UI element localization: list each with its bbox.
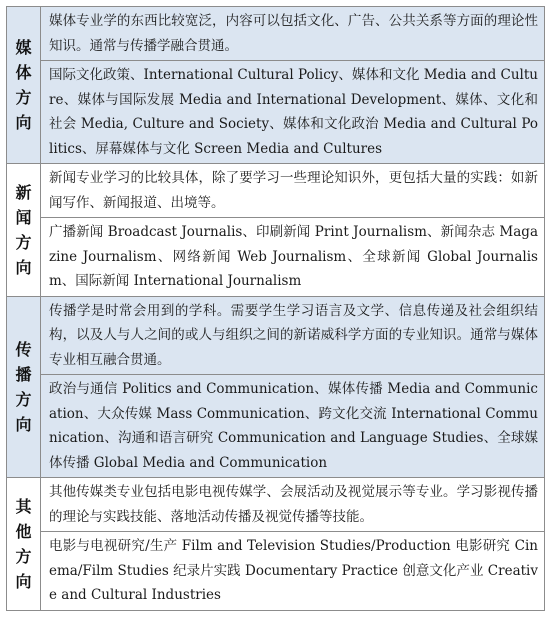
section-media-intro: 媒体专业学的东西比较宽泛，内容可以包括文化、广告、公共关系等方面的理论性知识。通常与传播学融合贯通。 xyxy=(41,7,545,61)
media-directions-table xyxy=(6,6,545,611)
section-other-intro: 其他传媒类专业包括电影电视传媒学、会展活动及视觉展示等专业。学习影视传播的理论与实践技能、落地活动传播及视觉传播等技能。 xyxy=(41,478,545,532)
label-char: 向 xyxy=(15,113,32,132)
section-media-programs: 国际文化政策、International Cultural Policy、媒体和文化 Media and Culture、媒体与国际发展 Media and International Development、媒体、文化和社会 Media, Culture and Society、媒体和文化政治 Media and Cultural Politics、屏幕媒体与文化 Screen Media and Cultures xyxy=(41,61,545,164)
label-char: 向 xyxy=(15,571,32,591)
section-journalism-programs-row xyxy=(7,218,545,297)
label-char: 体 xyxy=(15,63,32,82)
section-media-label xyxy=(7,7,41,164)
label-char: 方 xyxy=(15,389,32,409)
section-journalism-programs: 广播新闻 Broadcast Journalis、印刷新闻 Print Journalism、新闻杂志 Magazine Journalism、网络新闻 Web Journalism、全球新闻 Global Journalism、国际新闻 International Journalism xyxy=(41,218,545,297)
label-char: 方 xyxy=(15,88,32,107)
section-communication-programs-row xyxy=(7,375,545,478)
label-char: 其 xyxy=(15,496,32,516)
section-other-programs: 电影与电视研究/生产 Film and Television Studies/Production 电影研究 Cinema/Film Studies 纪录片实践 Documentary Practice 创意文化产业 Creative and Cultural Industries xyxy=(41,532,545,611)
label-char: 他 xyxy=(15,521,32,541)
label-char: 方 xyxy=(15,546,32,566)
section-communication-intro-row xyxy=(7,296,545,375)
section-other-programs-row xyxy=(7,532,545,611)
label-char: 媒 xyxy=(15,38,32,57)
section-other-label xyxy=(7,478,41,611)
label-char: 传 xyxy=(15,339,32,359)
section-journalism-intro: 新闻专业学习的比较具体，除了要学习一些理论知识外，更包括大量的实践：如新闻写作、新闻报道、出境等。 xyxy=(41,164,545,218)
section-journalism-label xyxy=(7,164,41,297)
label-char: 闻 xyxy=(15,207,32,227)
section-communication-label xyxy=(7,296,41,478)
section-media-intro-row xyxy=(7,7,545,61)
label-char: 向 xyxy=(15,257,32,277)
label-char: 播 xyxy=(15,364,32,384)
section-journalism-intro-row xyxy=(7,164,545,218)
label-char: 向 xyxy=(15,414,32,434)
section-communication-intro: 传播学是时常会用到的学科。需要学生学习语言及文学、信息传递及社会组织结构，以及人与人之间的或人与组织之间的新诺威科学方面的专业知识。通常与媒体专业相互融合贯通。 xyxy=(41,296,545,375)
section-other-intro-row xyxy=(7,478,545,532)
label-char: 新 xyxy=(15,182,32,202)
section-communication-programs: 政治与通信 Politics and Communication、媒体传播 Media and Communication、大众传媒 Mass Communication、跨文化交流 International Communication、沟通和语言研究 Communication and Language Studies、全球媒体传播 Global Media and Communication xyxy=(41,375,545,478)
label-char: 方 xyxy=(15,232,32,252)
section-media-programs-row xyxy=(7,61,545,164)
